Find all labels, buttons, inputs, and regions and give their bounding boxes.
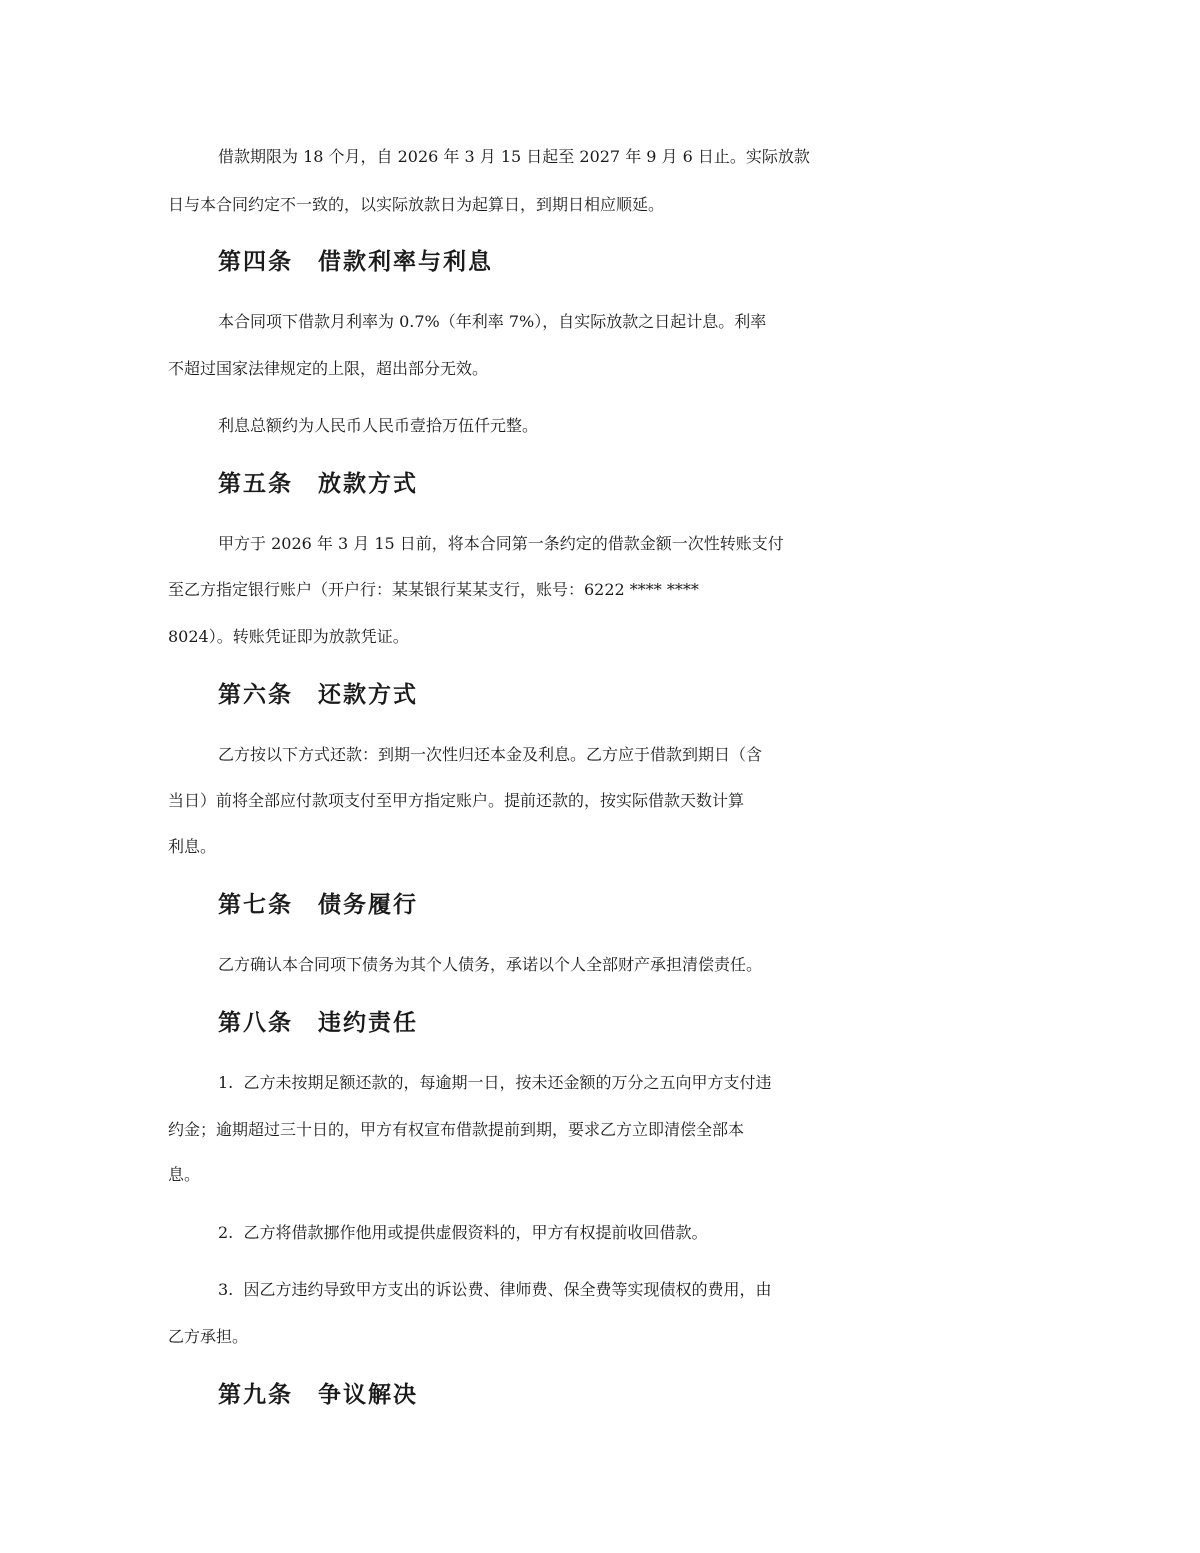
article-6-heading: 第六条 还款方式 [218,681,418,708]
repay-paragraph-line-3: 利息。 [168,837,217,856]
disburse-paragraph-line-2: 至乙方指定银行账户（开户行：某某银行某某支行，账号：6222 **** **** [168,580,699,599]
article-8-heading: 第八条 违约责任 [218,1009,418,1036]
article-5-heading: 第五条 放款方式 [218,470,418,497]
rate-paragraph-line-2: 不超过国家法律规定的上限，超出部分无效。 [168,359,489,378]
breach-3-line-2: 乙方承担。 [168,1327,249,1346]
breach-1-line-1: 1. 乙方未按期足额还款的，每逾期一日，按未还金额的万分之五向甲方支付违 [218,1073,772,1092]
term-paragraph-line-2: 日与本合同约定不一致的，以实际放款日为起算日，到期日相应顺延。 [168,195,665,214]
repay-paragraph-line-2: 当日）前将全部应付款项支付至甲方指定账户。提前还款的，按实际借款天数计算 [168,791,745,810]
repay-paragraph-line-1: 乙方按以下方式还款：到期一次性归还本金及利息。乙方应于借款到期日（含 [218,745,763,764]
disburse-paragraph-line-3: 8024）。转账凭证即为放款凭证。 [168,627,409,646]
breach-3-line-1: 3. 因乙方违约导致甲方支出的诉讼费、律师费、保全费等实现债权的费用，由 [218,1280,772,1299]
breach-1-line-2: 约金；逾期超过三十日的，甲方有权宣布借款提前到期，要求乙方立即清偿全部本 [168,1120,745,1139]
disburse-paragraph-line-1: 甲方于 2026 年 3 月 15 日前，将本合同第一条约定的借款金额一次性转账支付 [218,534,784,553]
breach-2-paragraph: 2. 乙方将借款挪作他用或提供虚假资料的，甲方有权提前收回借款。 [218,1223,708,1242]
article-7-heading: 第七条 债务履行 [218,891,418,918]
rate-paragraph-line-1: 本合同项下借款月利率为 0.7%（年利率 7%），自实际放款之日起计息。利率 [218,312,767,331]
article-9-heading: 第九条 争议解决 [218,1381,418,1408]
breach-1-line-3: 息。 [168,1165,201,1184]
article-4-heading: 第四条 借款利率与利息 [218,248,493,275]
debt-paragraph: 乙方确认本合同项下债务为其个人债务，承诺以个人全部财产承担清偿责任。 [218,955,763,974]
term-paragraph-line-1: 借款期限为 18 个月，自 2026 年 3 月 15 日起至 2027 年 9 月 6 日止。实际放款 [218,147,810,166]
interest-total-paragraph: 利息总额约为人民币人民币壹拾万伍仟元整。 [218,416,539,435]
